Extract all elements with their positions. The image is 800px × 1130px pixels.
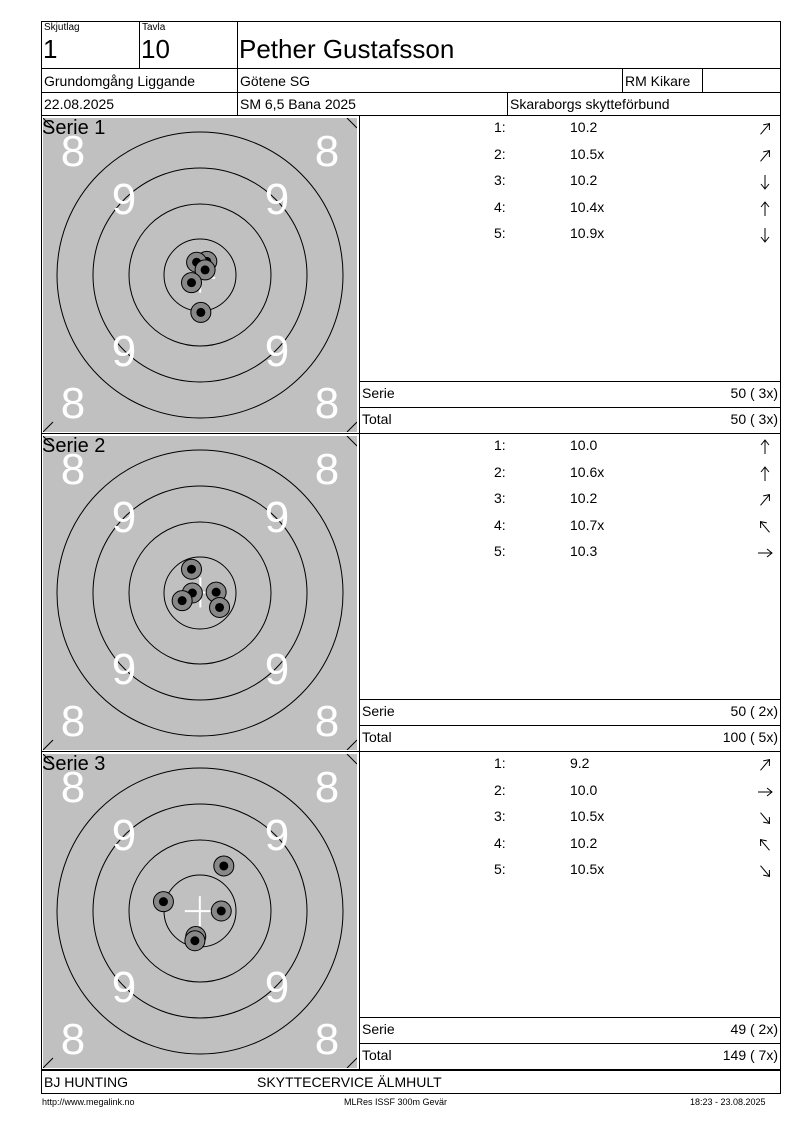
shot-score: 10.3 xyxy=(570,543,598,560)
ring-number-8: 8 xyxy=(314,697,340,746)
shot-direction-arrow-icon xyxy=(756,809,774,827)
shot-number: 4: xyxy=(494,834,506,851)
serie-label: Serie xyxy=(362,1021,395,1037)
shot-direction-arrow-icon xyxy=(756,200,774,218)
shot-number: 5: xyxy=(494,861,506,878)
ring-number-8: 8 xyxy=(314,1015,340,1064)
sponsor-left: BJ HUNTING xyxy=(44,1074,128,1090)
ring-number-8: 8 xyxy=(60,127,86,176)
shooter-name: Pether Gustafsson xyxy=(239,34,455,64)
competition-name: SM 6,5 Bana 2025 xyxy=(240,96,356,112)
serie-title: Serie 1 xyxy=(42,117,106,139)
shot-direction-arrow-icon xyxy=(756,783,774,801)
ring-number-9: 9 xyxy=(111,645,137,694)
shot-number: 3: xyxy=(494,490,506,507)
shot-direction-arrow-icon xyxy=(756,756,774,774)
shot-score: 10.2 xyxy=(570,490,598,507)
ring-number-9: 9 xyxy=(264,645,290,694)
shot-number: 2: xyxy=(494,781,506,798)
shot-score: 10.5x xyxy=(570,861,605,878)
total-label: Total xyxy=(362,1047,392,1063)
shot-number: 5: xyxy=(494,225,506,242)
shot-number: 1: xyxy=(494,437,506,453)
tavla-label: Tavla xyxy=(142,22,166,33)
shot-score: 10.2 xyxy=(570,172,598,189)
total-label: Total xyxy=(362,411,392,427)
shot-number: 1: xyxy=(494,755,506,771)
shot-number: 1: xyxy=(494,119,506,135)
ring-number-8: 8 xyxy=(314,379,340,428)
shot-score: 10.2 xyxy=(570,119,598,135)
serie-title: Serie 2 xyxy=(42,435,106,457)
ring-number-9: 9 xyxy=(111,175,137,224)
shot-hole-4 xyxy=(172,591,192,611)
shot-direction-arrow-icon xyxy=(756,438,774,456)
serie-title: Serie 3 xyxy=(42,753,106,775)
ring-number-9: 9 xyxy=(264,963,290,1012)
serie-value: 50 ( 3x) xyxy=(730,385,778,401)
total-value: 149 ( 7x) xyxy=(722,1047,778,1063)
target-serie-3 xyxy=(43,754,357,1068)
shot-direction-arrow-icon xyxy=(756,836,774,854)
shot-score: 10.0 xyxy=(570,437,598,453)
shot-direction-arrow-icon xyxy=(756,491,774,509)
shot-direction-arrow-icon xyxy=(756,518,774,536)
shot-hole-1 xyxy=(182,559,202,579)
ring-number-9: 9 xyxy=(111,963,137,1012)
shot-hole-4 xyxy=(182,273,202,293)
shot-direction-arrow-icon xyxy=(756,226,774,244)
ring-number-8: 8 xyxy=(314,127,340,176)
shot-direction-arrow-icon xyxy=(756,862,774,880)
shot-score: 10.5x xyxy=(570,145,605,162)
shot-direction-arrow-icon xyxy=(756,147,774,165)
shot-number: 3: xyxy=(494,808,506,825)
shot-score: 10.2 xyxy=(570,834,598,851)
shot-score: 10.9x xyxy=(570,225,605,242)
date: 22.08.2025 xyxy=(44,96,115,112)
total-label: Total xyxy=(362,729,392,745)
shot-direction-arrow-icon xyxy=(756,173,774,191)
serie-label: Serie xyxy=(362,703,395,719)
ring-number-9: 9 xyxy=(111,493,137,542)
shot-hole-1 xyxy=(214,856,234,876)
ring-number-9: 9 xyxy=(111,811,137,860)
shot-number: 4: xyxy=(494,516,506,533)
serie-value: 49 ( 2x) xyxy=(730,1021,778,1037)
ring-number-8: 8 xyxy=(314,763,340,812)
ring-number-9: 9 xyxy=(264,811,290,860)
shot-score: 10.5x xyxy=(570,808,605,825)
tavla-value: 10 xyxy=(141,34,170,64)
ring-number-9: 9 xyxy=(264,493,290,542)
round-name: Grundomgång Liggande xyxy=(44,73,196,89)
ring-number-8: 8 xyxy=(60,763,86,812)
shot-number: 4: xyxy=(494,198,506,215)
shot-hole-4 xyxy=(153,892,173,912)
total-value: 100 ( 5x) xyxy=(722,729,778,745)
shot-hole-5 xyxy=(191,302,211,322)
shot-score: 10.0 xyxy=(570,781,598,798)
footer-timestamp: 18:23 - 23.08.2025 xyxy=(690,1097,766,1107)
organizer-name: Skaraborgs skytteförbund xyxy=(510,96,670,112)
shot-hole-5 xyxy=(185,931,205,951)
ring-number-9: 9 xyxy=(264,327,290,376)
footer-software: MLRes ISSF 300m Gevär xyxy=(344,1097,448,1107)
shot-number: 5: xyxy=(494,543,506,560)
serie-label: Serie xyxy=(362,385,395,401)
shot-number: 2: xyxy=(494,463,506,480)
target-serie-2 xyxy=(43,436,357,750)
shot-number: 2: xyxy=(494,145,506,162)
skjutlag-label: Skjutlag xyxy=(44,22,80,33)
ring-number-9: 9 xyxy=(111,327,137,376)
shot-score: 10.7x xyxy=(570,516,605,533)
shot-direction-arrow-icon xyxy=(756,120,774,138)
sponsor-right: SKYTTECERVICE ÄLMHULT xyxy=(257,1074,442,1090)
ring-number-9: 9 xyxy=(264,175,290,224)
target-serie-1 xyxy=(43,118,357,432)
ring-number-8: 8 xyxy=(60,379,86,428)
ring-number-8: 8 xyxy=(314,445,340,494)
ring-number-8: 8 xyxy=(60,697,86,746)
shot-score: 10.6x xyxy=(570,463,605,480)
total-value: 50 ( 3x) xyxy=(730,411,778,427)
shot-score: 9.2 xyxy=(570,755,590,771)
class-name: RM Kikare xyxy=(625,73,691,89)
shot-score: 10.4x xyxy=(570,198,605,215)
shot-hole-5 xyxy=(210,597,230,617)
club-name: Götene SG xyxy=(240,73,311,89)
ring-number-8: 8 xyxy=(60,445,86,494)
shot-hole-2 xyxy=(211,901,231,921)
shot-direction-arrow-icon xyxy=(756,465,774,483)
skjutlag-value: 1 xyxy=(43,34,58,64)
serie-value: 50 ( 2x) xyxy=(730,703,778,719)
shot-number: 3: xyxy=(494,172,506,189)
shot-direction-arrow-icon xyxy=(756,544,774,562)
ring-number-8: 8 xyxy=(60,1015,86,1064)
footer-url[interactable]: http://www.megalink.no xyxy=(42,1097,135,1107)
